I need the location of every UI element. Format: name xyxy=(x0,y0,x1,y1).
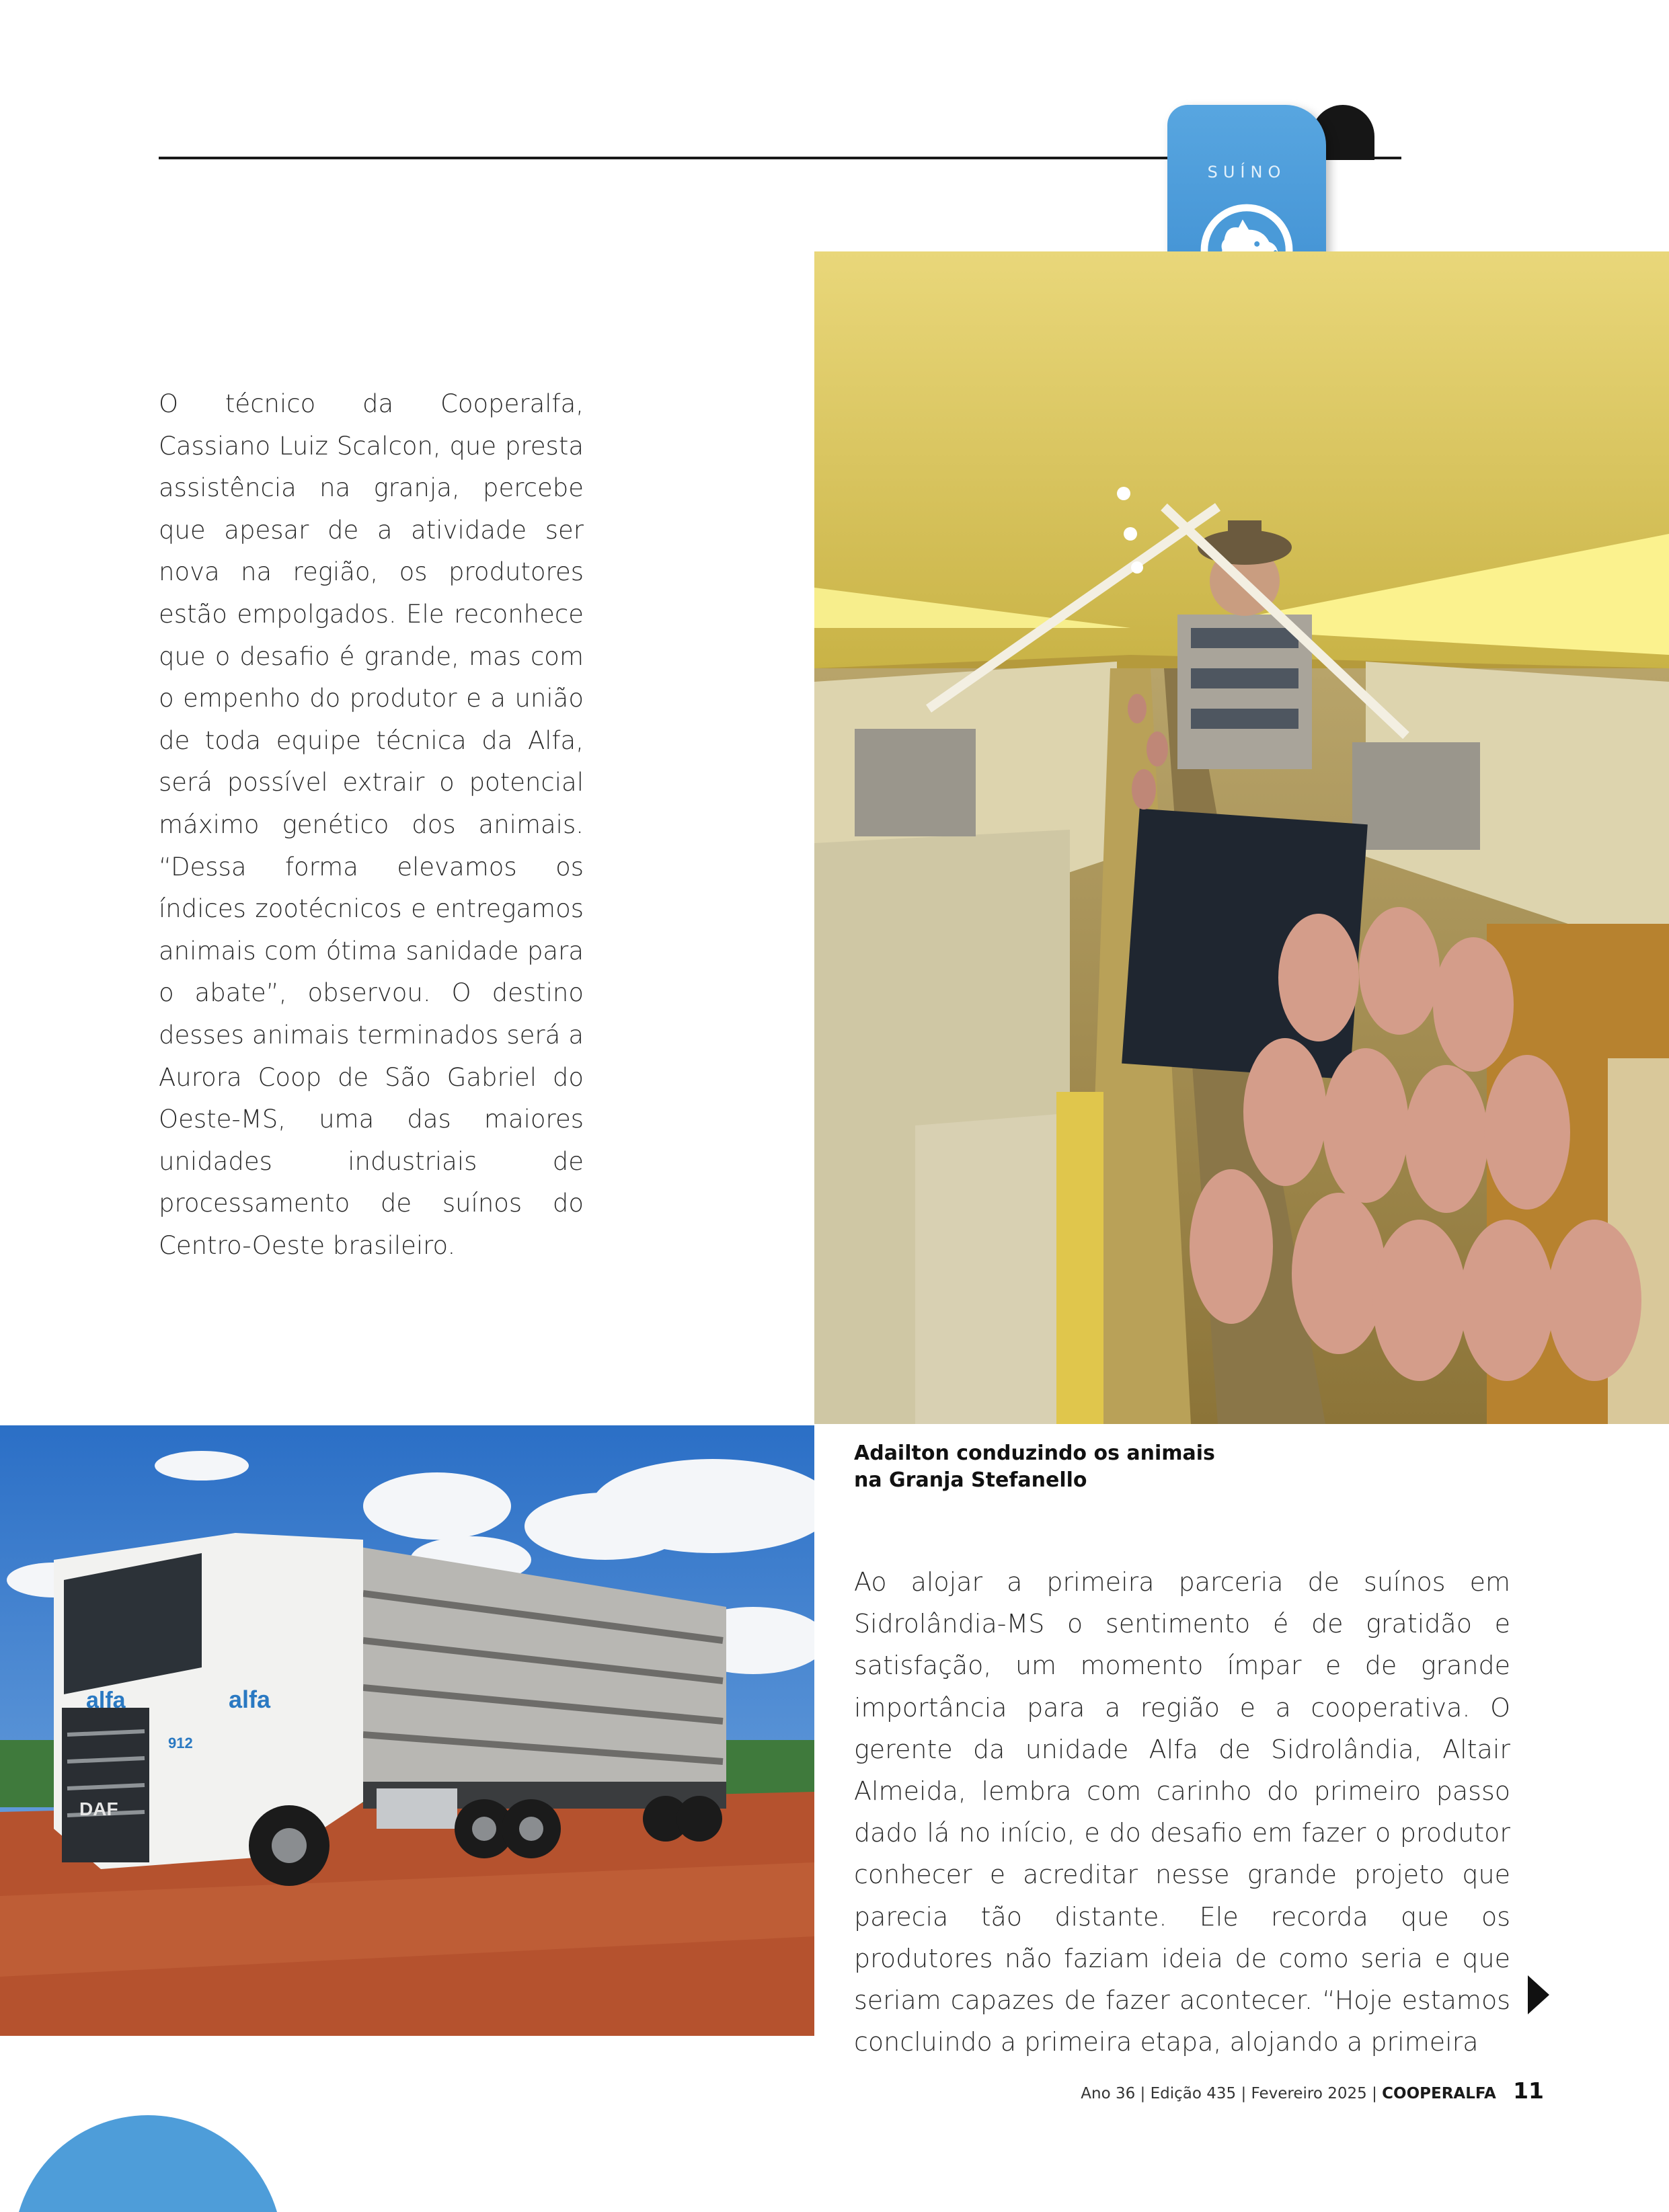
article-right-column: Ao alojar a primeira parceria de suínos em Sidrolândia-MS o sentimento é de gratidão e satisfação, um momento ímpar e de grande importância para a região e a cooperativa. O gerente da unidade Alfa de Sidrolândia, Altair Almeida, lembra com carinho do primeiro passo dado lá no início, e do desafio em fazer o produtor conhecer e acreditar nesse grande projeto que parecia tão distante. Ele recorda que os produtores não faziam ideia de como seria e que seriam capazes de fazer acontecer. “Hoje estamos concluindo a primeira etapa, alojando a primeira xyxy=(854,1567,1510,2057)
section-label: SUÍNO xyxy=(1207,163,1286,182)
truck-fleet-number: 912 xyxy=(168,1735,193,1751)
footer-brand: COOPERALFA xyxy=(1382,2085,1496,2102)
page-footer xyxy=(1081,2078,1544,2104)
door-alfa-logo: alfa xyxy=(229,1686,271,1713)
truck-photo xyxy=(0,1425,814,2036)
barn-photo xyxy=(814,251,1669,1424)
cab-alfa-logo: alfa xyxy=(86,1688,126,1713)
page-number: 11 xyxy=(1513,2078,1544,2104)
photo-caption: Adailton conduzindo os animais na Granja Stefanello xyxy=(854,1441,1215,1492)
truck-maker-badge: DAF xyxy=(79,1799,118,1819)
corner-decoration xyxy=(0,2104,289,2212)
article-left-column: O técnico da Cooperalfa, Cassiano Luiz Scalcon, que presta assistência na granja, percebe que apesar de a atividade ser nova na região, os produtores estão empolgados. Ele reconhece que o desafio é grande, mas com o empenho do produtor e a união de toda equipe técnica da Alfa, será possível extrair o potencial máximo genético dos animais. “Dessa forma elevamos os índices zootécnicos e entregamos animais com ótima sanidade para o abate”, observou. O destino desses animais terminados será a Aurora Coop de São Gabriel do Oeste-MS, uma das maiores unidades industriais de processamento de suínos do Centro-Oeste brasileiro. xyxy=(159,389,584,1260)
issue-info: Ano 36 | Edição 435 | Fevereiro 2025 | xyxy=(1081,2085,1377,2102)
triangle-right-icon xyxy=(1528,1975,1549,2014)
